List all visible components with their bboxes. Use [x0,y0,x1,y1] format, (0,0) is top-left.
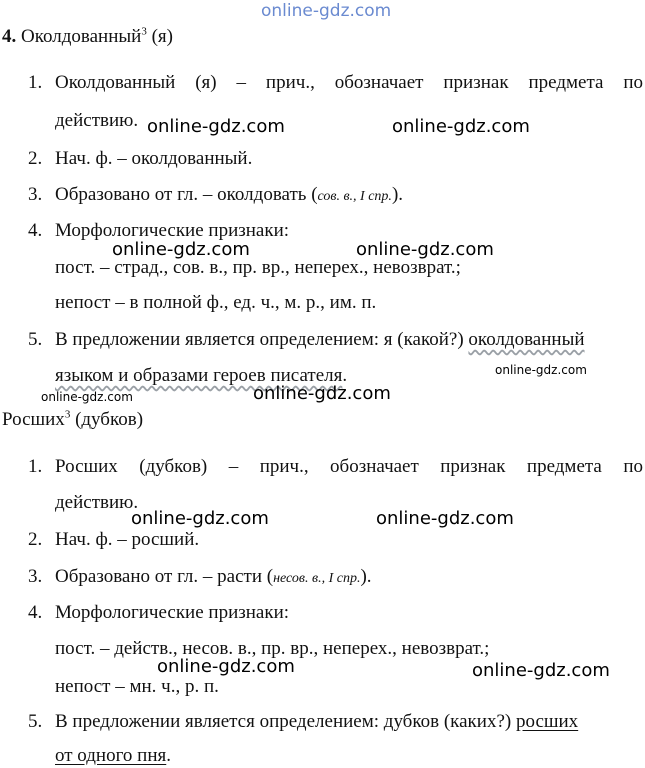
item-text-start: Образовано от гл. – расти ( [55,566,274,587]
item-text: Нач. ф. – росший. [55,529,200,550]
watermark: online-gdz.com [253,383,391,404]
item-text-end: . [342,365,348,386]
item-number: 3. [28,566,43,587]
item-text-italic: сов. в., I спр. [317,189,392,204]
item-number: 3. [28,184,43,205]
item-number: 2. [28,529,43,550]
item-text: Росших (дубков) – прич., обозначает признак предмета по [55,456,643,477]
item-number: 1. [28,72,43,93]
item-text: Морфологические признаки: [55,602,290,623]
item-text-continued: действию. [55,492,139,513]
item-text-italic: несов. в., I спр. [273,571,361,586]
watermark: online-gdz.com [147,116,285,137]
item-text-continued: пост. – страд., сов. в., пр. вр., неперех., невозврат.; [55,257,461,278]
heading-superscript: 3 [64,408,71,421]
item-number: 4. [28,220,43,241]
item-text-end: ). [391,184,404,205]
watermark: online-gdz.com [112,239,250,260]
heading-paren: (я) [146,26,173,47]
watermark: online-gdz.com [392,116,530,137]
item-text [55,184,403,206]
item-text-continued: непост – в полной ф., ед. ч., м. р., им. п. [55,292,377,313]
heading-paren: (дубков) [70,409,144,430]
underlined-phrase: росших [515,711,579,732]
watermark: online-gdz.com [157,656,295,677]
item-text-continued: действию. [55,110,139,131]
item-text-end: . [166,745,171,766]
watermark: online-gdz.com [356,239,494,260]
item-text: Околдованный (я) – прич., обозначает признак предмета по [55,72,643,93]
watermark-top: online-gdz.com [261,1,392,21]
heading-word: Росших [2,409,65,430]
underlined-phrase: языком и образами героев писателя [55,365,343,386]
item-text: Морфологические признаки: [55,220,290,241]
watermark: online-gdz.com [495,363,587,377]
watermark: online-gdz.com [41,390,133,404]
item-text [55,329,585,351]
item-text-continued: пост. – действ., несов. в., пр. вр., неперех., невозврат.; [55,638,490,659]
section-heading-1 [2,26,173,48]
item-text-start: В предложении является определением: я (какой?) [55,329,469,350]
item-number: 4. [28,602,43,623]
heading-number: 4. [2,26,17,47]
item-text-end: ). [360,566,372,587]
underlined-phrase: от одного пня [55,745,167,766]
watermark: online-gdz.com [472,660,610,681]
item-text-start: В предложении является определением: дубков (каких?) [55,711,516,732]
watermark: online-gdz.com [131,508,269,529]
item-number: 2. [28,148,43,169]
item-number: 5. [28,329,43,350]
heading-word: Околдованный [16,26,142,47]
item-text-continued [55,745,171,767]
item-text [55,566,372,588]
watermark: online-gdz.com [376,508,514,529]
heading-superscript: 3 [141,25,147,38]
underlined-phrase: околдованный [468,329,585,350]
item-text-continued: непост – мн. ч., р. п. [55,676,219,697]
section-heading-2 [2,409,143,431]
item-number: 5. [28,711,43,732]
item-text: Нач. ф. – околдованный. [55,148,253,169]
item-number: 1. [28,456,43,477]
item-text [55,711,578,733]
item-text-start: Образовано от гл. – околдовать ( [55,184,318,205]
